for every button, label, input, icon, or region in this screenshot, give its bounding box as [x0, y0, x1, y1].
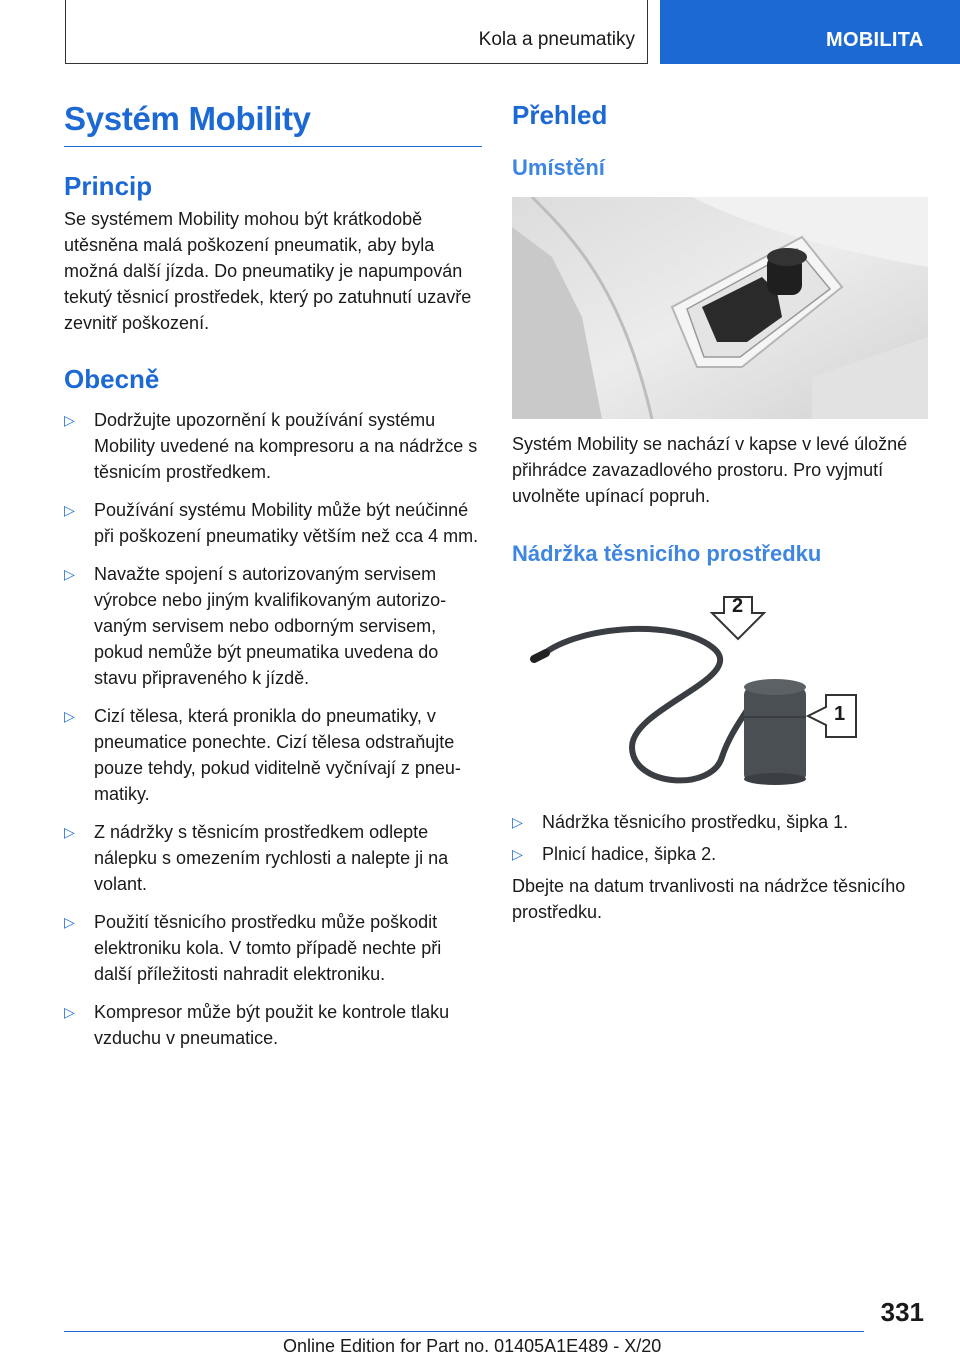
header-section-label: Kola a pneumatiky — [478, 29, 635, 50]
arrow-1-icon — [808, 695, 856, 737]
principle-heading: Princip — [64, 171, 153, 201]
general-list — [64, 407, 482, 1051]
location-heading: Umístění — [512, 155, 605, 180]
triangle-bullet-icon: ▷ — [64, 914, 75, 930]
figure-label-2: 2 — [732, 595, 744, 617]
list-item: ▷ Plnicí hadice, šipka 2. — [512, 841, 930, 867]
container-heading: Nádržka těsnicího prostředku — [512, 541, 822, 566]
header-chapter-tab — [660, 0, 960, 64]
list-item: ▷ Používání systému Mobility může být neúčinné při poškození pneumatiky větším než cca 4 mm. — [64, 497, 482, 549]
figure-label-1: 1 — [834, 703, 846, 725]
general-heading: Obecně — [64, 364, 160, 394]
principle-text: Se systémem Mobility mohou být krátkodobě utěsněna malá poškození pneumatik, aby byla možná další jízda. Do pneumatiky je napumpován tekutý těsnicí prostředek, který po zatuhnutí uzavře zevnitř poškození. — [64, 209, 472, 333]
triangle-bullet-icon: ▷ — [64, 502, 75, 518]
page-number: 331 — [880, 1297, 924, 1327]
header-chapter-label: MOBILITA — [826, 29, 924, 51]
triangle-bullet-icon: ▷ — [64, 824, 75, 840]
sealant-container-drawing — [512, 587, 928, 797]
list-item: ▷ Cizí tělesa, která pronikla do pneumatiky, v pneumatice ponechte. Cizí tělesa odstraňujte pouze tehdy, pokud viditelně vyčnívají z pneumatiky. — [64, 703, 482, 807]
page-title: Systém Mobility — [64, 100, 482, 147]
triangle-bullet-icon: ▷ — [512, 814, 523, 830]
list-item: ▷ Navažte spojení s autorizovaným servisem výrobce nebo jiným kvalifikovaným autorizovaným servisem nebo odborným servisem, pokud nemůže být pneumatika uvedena do stavu připraveného k jízdě. — [64, 561, 482, 691]
list-item: ▷ Dodržujte upozornění k používání systému Mobility uvedené na kompresoru a na nádržce s těsnicím prostředkem. — [64, 407, 482, 485]
location-text: Systém Mobility se nachází v kapse v levé úložné přihrádce zavazadlového prostoru. Pro vyjmutí uvolněte upínací popruh. — [512, 434, 908, 506]
left-column — [64, 100, 482, 1063]
container-list — [512, 809, 930, 867]
triangle-bullet-icon: ▷ — [64, 1004, 75, 1020]
list-item: ▷ Nádržka těsnicího prostředku, šipka 1. — [512, 809, 930, 835]
triangle-bullet-icon: ▷ — [64, 708, 75, 724]
container-text: Dbejte na datum trvanlivosti na nádržce těsnicího prostředku. — [512, 876, 906, 922]
mobility-kit-location-photo — [512, 197, 928, 419]
list-item: ▷ Kompresor může být použit ke kontrole tlaku vzduchu v pneumatice. — [64, 999, 482, 1051]
list-item: ▷ Použití těsnicího prostředku může poškodit elektroniku kola. V tomto případě nechte při další příležitosti nahradit elektroniku. — [64, 909, 482, 987]
header-section-tab — [65, 0, 648, 64]
sealant-container-figure — [512, 587, 928, 797]
right-column — [512, 100, 930, 925]
triangle-bullet-icon: ▷ — [64, 412, 75, 428]
overview-heading: Přehled — [512, 100, 608, 130]
footer-divider — [64, 1331, 864, 1332]
triangle-bullet-icon: ▷ — [64, 566, 75, 582]
footer-edition: Online Edition for Part no. 01405A1E489 - X/20 — [283, 1336, 662, 1356]
list-item: ▷ Z nádržky s těsnicím prostředkem odlepte nálepku s omezením rychlosti a nalepte ji na volant. — [64, 819, 482, 897]
triangle-bullet-icon: ▷ — [512, 846, 523, 862]
